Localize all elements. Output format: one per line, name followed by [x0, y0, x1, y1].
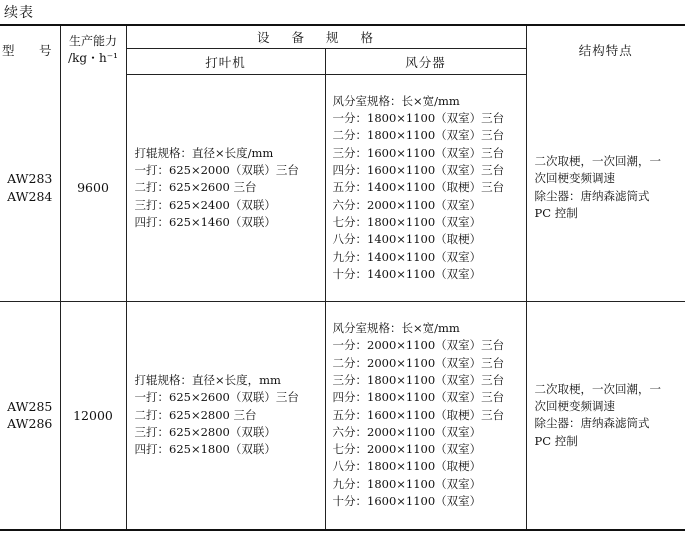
model-name: AW284: [7, 188, 53, 204]
separator-cell: [325, 302, 526, 530]
beater-line: 三打：625×2800（双联）: [134, 424, 276, 439]
header-capacity-line2: /kg・h⁻¹: [68, 51, 118, 66]
equipment-spec-table: [0, 24, 685, 531]
beater-line: 三打：625×2400（双联）: [134, 197, 276, 212]
separator-line: 九分：1400×1100（双室）: [332, 249, 482, 264]
header-capacity-line1: 生产能力: [68, 34, 117, 49]
separator-line: 十分：1400×1100（双室）: [332, 266, 482, 281]
beater-cell: [126, 75, 325, 302]
separator-line: 八分：1800×1100（取梗）: [332, 459, 482, 474]
separator-line: 风分室规格：长×宽/mm: [332, 93, 460, 108]
features-cell: [526, 75, 685, 302]
table-row: [0, 302, 685, 530]
beater-line: 一打：625×2600（双联）三台: [134, 390, 299, 405]
separator-line: 七分：2000×1100（双室）: [332, 442, 482, 457]
separator-line: 九分：1800×1100（双室）: [332, 476, 482, 491]
separator-cell: [325, 75, 526, 302]
model-cell: [0, 75, 60, 302]
model-name: AW286: [7, 416, 53, 432]
beater-line: 二打：625×2800 三台: [134, 407, 257, 422]
beater-line: 打辊规格：直径×长度/mm: [134, 145, 274, 160]
beater-line: 二打：625×2600 三台: [134, 180, 257, 195]
model-name: AW283: [7, 171, 53, 187]
header-equipment: 设备规格: [126, 25, 526, 49]
separator-line: 四分：1800×1100（双室）三台: [332, 390, 505, 405]
table-caption: 续表: [4, 5, 34, 21]
beater-line: 四打：625×1460（双联）: [134, 214, 276, 229]
beater-line: 打辊规格：直径×长度，mm: [134, 373, 281, 387]
feature-line: 次回梗变频调速: [534, 171, 616, 186]
separator-line: 七分：1800×1100（双室）: [332, 214, 482, 229]
beater-cell: [126, 302, 325, 530]
feature-line: 除尘器：唐纳森滤筒式: [534, 416, 650, 431]
separator-line: 十分：1600×1100（双室）: [332, 494, 482, 509]
separator-line: 八分：1400×1100（取梗）: [332, 232, 482, 247]
separator-line: 二分：2000×1100（双室）三台: [332, 355, 505, 370]
separator-line: 六分：2000×1100（双室）: [332, 424, 482, 439]
header-separator: 风分器: [325, 49, 526, 75]
feature-line: 二次取梗，一次回潮，一: [534, 154, 662, 169]
separator-line: 三分：1800×1100（双室）三台: [332, 373, 505, 387]
feature-line: PC 控制: [534, 206, 578, 221]
separator-line: 风分室规格：长×宽/mm: [332, 321, 460, 336]
table-row: [0, 75, 685, 302]
separator-line: 四分：1600×1100（双室）三台: [332, 163, 505, 178]
separator-line: 六分：2000×1100（双室）: [332, 197, 482, 212]
separator-line: 一分：1800×1100（双室）三台: [332, 111, 505, 126]
separator-line: 一分：2000×1100（双室）三台: [332, 338, 505, 353]
separator-line: 二分：1800×1100（双室）三台: [332, 128, 505, 143]
capacity-cell: 9600: [60, 75, 126, 302]
feature-line: 二次取梗，一次回潮，一: [534, 381, 662, 396]
capacity-cell: 12000: [60, 302, 126, 530]
header-model: 型 号: [0, 25, 60, 75]
separator-line: 五分：1600×1100（取梗）三台: [332, 407, 505, 422]
feature-line: 除尘器：唐纳森滤筒式: [534, 188, 650, 203]
model-cell: [0, 302, 60, 530]
feature-line: PC 控制: [534, 433, 578, 448]
header-features: 结构特点: [526, 25, 685, 75]
separator-line: 三分：1600×1100（双室）三台: [332, 145, 505, 160]
beater-line: 四打：625×1800（双联）: [134, 442, 276, 457]
features-cell: [526, 302, 685, 530]
beater-line: 一打：625×2000（双联）三台: [134, 163, 299, 178]
separator-line: 五分：1400×1100（取梗）三台: [332, 180, 505, 195]
model-name: AW285: [7, 398, 53, 414]
feature-line: 次回梗变频调速: [534, 398, 616, 413]
header-beater: 打叶机: [126, 49, 325, 75]
header-capacity: [60, 25, 126, 75]
